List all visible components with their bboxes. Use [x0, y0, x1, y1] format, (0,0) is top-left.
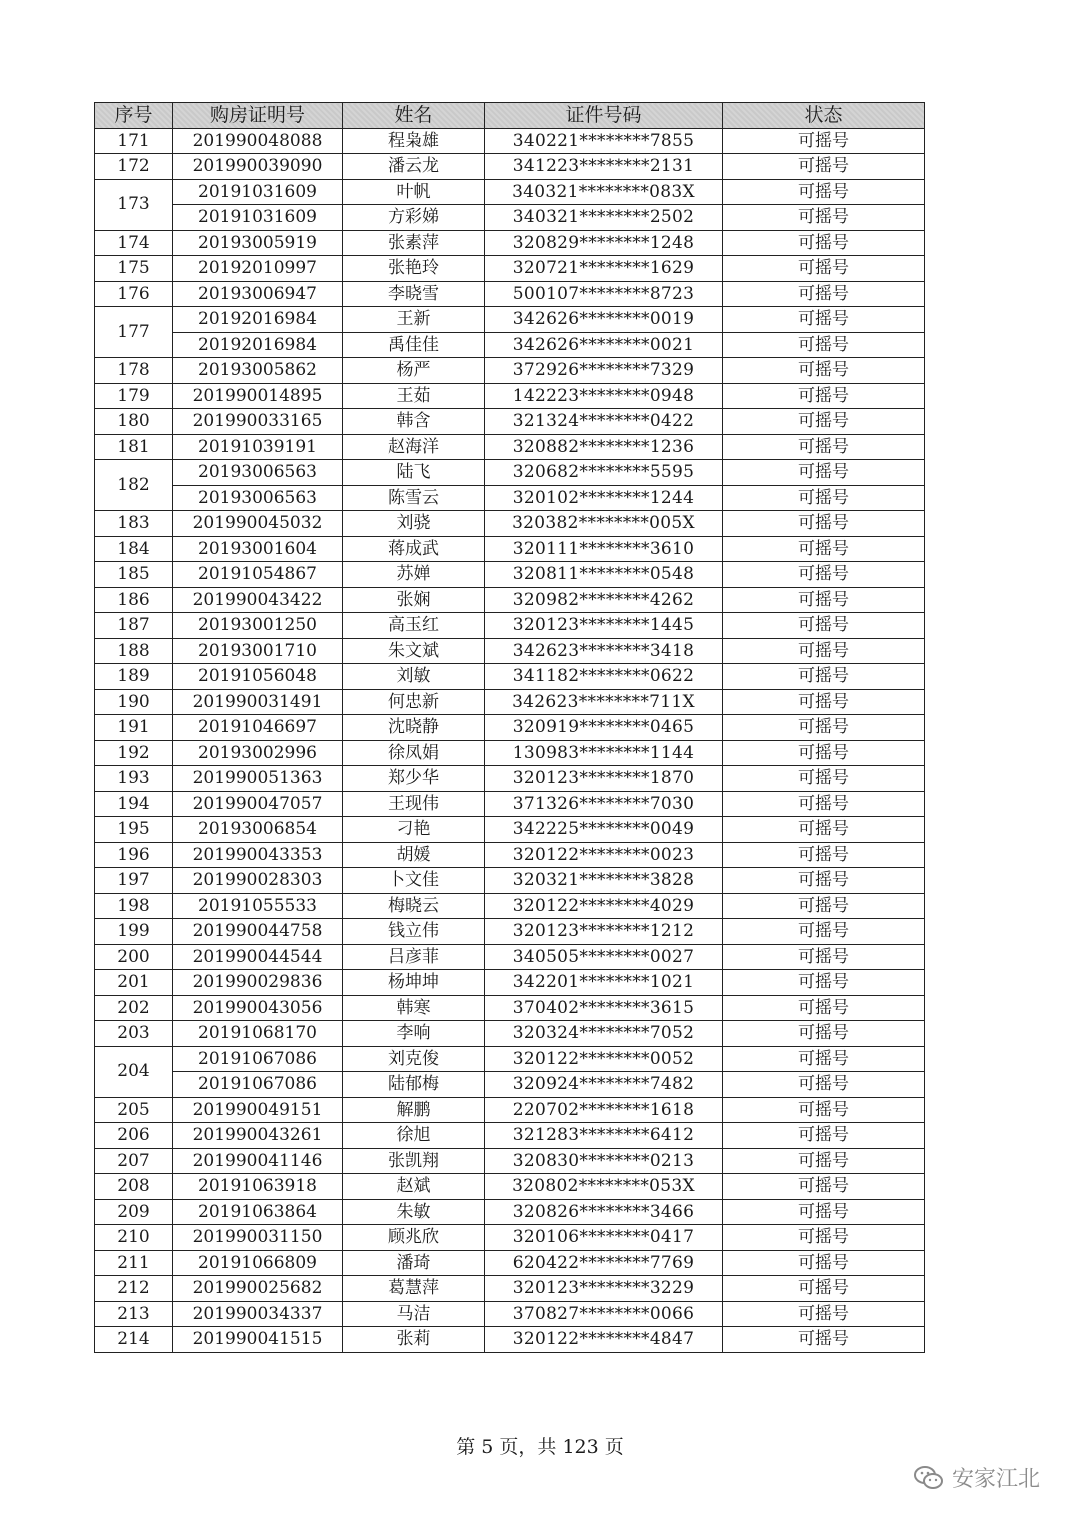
cell-name: 禹佳佳: [343, 332, 485, 358]
cell-status: 可摇号: [723, 944, 925, 970]
cell-id-number: 320123********1445: [485, 613, 723, 639]
cell-cert-number: 20193001710: [173, 638, 343, 664]
cell-cert-number: 201990033165: [173, 409, 343, 435]
table-row: [95, 434, 925, 460]
cell-cert-number: 201990045032: [173, 511, 343, 537]
cell-cert-number: 20191055533: [173, 893, 343, 919]
cell-seq: 186: [95, 587, 173, 613]
cell-id-number: 320830********0213: [485, 1148, 723, 1174]
cell-status: 可摇号: [723, 970, 925, 996]
cell-id-number: 320123********1870: [485, 766, 723, 792]
table-row: [95, 1301, 925, 1327]
wechat-icon: [914, 1465, 944, 1491]
cell-cert-number: 20192016984: [173, 332, 343, 358]
cell-seq: 214: [95, 1327, 173, 1353]
cell-cert-number: 201990043056: [173, 995, 343, 1021]
cell-status: 可摇号: [723, 1327, 925, 1353]
cell-status: 可摇号: [723, 638, 925, 664]
cell-cert-number: 201990031491: [173, 689, 343, 715]
cell-name: 朱文斌: [343, 638, 485, 664]
cell-id-number: 370827********0066: [485, 1301, 723, 1327]
cell-name: 张素萍: [343, 230, 485, 256]
cell-cert-number: 20193006947: [173, 281, 343, 307]
cell-seq: 206: [95, 1123, 173, 1149]
cell-id-number: 320811********0548: [485, 562, 723, 588]
page-number: 第 5 页，共 123 页: [456, 1436, 624, 1458]
table-header-row: [95, 103, 925, 129]
cell-id-number: 340505********0027: [485, 944, 723, 970]
cell-name: 赵海洋: [343, 434, 485, 460]
cell-cert-number: 20193005862: [173, 358, 343, 384]
cell-seq: 207: [95, 1148, 173, 1174]
cell-status: 可摇号: [723, 1123, 925, 1149]
cell-status: 可摇号: [723, 1174, 925, 1200]
cell-cert-number: 20191063918: [173, 1174, 343, 1200]
table-row: [95, 1123, 925, 1149]
cell-name: 葛慧萍: [343, 1276, 485, 1302]
cell-seq: 195: [95, 817, 173, 843]
cell-cert-number: 20193006563: [173, 485, 343, 511]
cell-id-number: 320826********3466: [485, 1199, 723, 1225]
cell-seq: 173: [95, 179, 173, 230]
watermark-text: 安家江北: [951, 1467, 1040, 1492]
cell-cert-number: 201990034337: [173, 1301, 343, 1327]
cell-name: 刘克俊: [343, 1046, 485, 1072]
cell-cert-number: 201990039090: [173, 154, 343, 180]
table-row: [95, 791, 925, 817]
cell-cert-number: 201990049151: [173, 1097, 343, 1123]
cell-status: 可摇号: [723, 995, 925, 1021]
cell-status: 可摇号: [723, 791, 925, 817]
cell-cert-number: 20192010997: [173, 256, 343, 282]
cell-status: 可摇号: [723, 460, 925, 486]
cell-id-number: 620422********7769: [485, 1250, 723, 1276]
cell-name: 蒋成武: [343, 536, 485, 562]
cell-id-number: 340321********083X: [485, 179, 723, 205]
cell-name: 郑少华: [343, 766, 485, 792]
cell-seq: 202: [95, 995, 173, 1021]
cell-status: 可摇号: [723, 1276, 925, 1302]
cell-status: 可摇号: [723, 587, 925, 613]
cell-seq: 198: [95, 893, 173, 919]
cell-seq: 200: [95, 944, 173, 970]
cell-id-number: 342225********0049: [485, 817, 723, 843]
cell-name: 张凯翔: [343, 1148, 485, 1174]
cell-cert-number: 201990031150: [173, 1225, 343, 1251]
cell-name: 何忠新: [343, 689, 485, 715]
cell-seq: 205: [95, 1097, 173, 1123]
cell-status: 可摇号: [723, 1199, 925, 1225]
table-row: [95, 230, 925, 256]
cell-status: 可摇号: [723, 256, 925, 282]
cell-seq: 210: [95, 1225, 173, 1251]
cell-seq: 204: [95, 1046, 173, 1097]
cell-id-number: 341223********2131: [485, 154, 723, 180]
cell-cert-number: 201990043261: [173, 1123, 343, 1149]
cell-id-number: 320123********1212: [485, 919, 723, 945]
cell-status: 可摇号: [723, 1021, 925, 1047]
table-row: [95, 740, 925, 766]
cell-status: 可摇号: [723, 179, 925, 205]
header-cert-number: 购房证明号: [173, 103, 343, 129]
cell-seq: 174: [95, 230, 173, 256]
cell-cert-number: 201990047057: [173, 791, 343, 817]
cell-name: 朱敏: [343, 1199, 485, 1225]
cell-status: 可摇号: [723, 1148, 925, 1174]
cell-cert-number: 20191039191: [173, 434, 343, 460]
cell-cert-number: 201990028303: [173, 868, 343, 894]
table-body: [95, 128, 925, 1352]
cell-status: 可摇号: [723, 715, 925, 741]
cell-seq: 185: [95, 562, 173, 588]
table-row: [95, 460, 925, 486]
cell-cert-number: 20191067086: [173, 1072, 343, 1098]
cell-status: 可摇号: [723, 1301, 925, 1327]
cell-id-number: 320324********7052: [485, 1021, 723, 1047]
cell-id-number: 320982********4262: [485, 587, 723, 613]
cell-name: 徐凤娟: [343, 740, 485, 766]
cell-seq: 179: [95, 383, 173, 409]
cell-cert-number: 20193005919: [173, 230, 343, 256]
cell-id-number: 370402********3615: [485, 995, 723, 1021]
cell-id-number: 342201********1021: [485, 970, 723, 996]
cell-status: 可摇号: [723, 307, 925, 333]
cell-id-number: 342626********0019: [485, 307, 723, 333]
table-row: [95, 1276, 925, 1302]
cell-seq: 184: [95, 536, 173, 562]
table-row: [95, 970, 925, 996]
table-row: [95, 485, 925, 511]
cell-id-number: 320919********0465: [485, 715, 723, 741]
cell-name: 陆飞: [343, 460, 485, 486]
cell-id-number: 130983********1144: [485, 740, 723, 766]
table-row: [95, 332, 925, 358]
cell-cert-number: 20193001250: [173, 613, 343, 639]
cell-seq: 197: [95, 868, 173, 894]
cell-status: 可摇号: [723, 154, 925, 180]
cell-id-number: 320682********5595: [485, 460, 723, 486]
table-row: [95, 715, 925, 741]
cell-status: 可摇号: [723, 1250, 925, 1276]
cell-status: 可摇号: [723, 868, 925, 894]
cell-name: 杨严: [343, 358, 485, 384]
table-row: [95, 562, 925, 588]
cell-id-number: 341182********0622: [485, 664, 723, 690]
cell-seq: 190: [95, 689, 173, 715]
cell-status: 可摇号: [723, 358, 925, 384]
table-row: [95, 281, 925, 307]
cell-cert-number: 201990044758: [173, 919, 343, 945]
cell-name: 吕彦菲: [343, 944, 485, 970]
cell-status: 可摇号: [723, 613, 925, 639]
cell-seq: 183: [95, 511, 173, 537]
cell-name: 徐旭: [343, 1123, 485, 1149]
cell-id-number: 142223********0948: [485, 383, 723, 409]
table-row: [95, 128, 925, 154]
table-row: [95, 1250, 925, 1276]
table-row: [95, 587, 925, 613]
cell-name: 钱立伟: [343, 919, 485, 945]
cell-id-number: 320122********4847: [485, 1327, 723, 1353]
cell-name: 刁艳: [343, 817, 485, 843]
cell-name: 刘骁: [343, 511, 485, 537]
cell-cert-number: 201990041146: [173, 1148, 343, 1174]
table-row: [95, 1327, 925, 1353]
cell-name: 潘琦: [343, 1250, 485, 1276]
cell-status: 可摇号: [723, 434, 925, 460]
table-row: [95, 944, 925, 970]
cell-cert-number: 20191056048: [173, 664, 343, 690]
cell-id-number: 320802********053X: [485, 1174, 723, 1200]
cell-seq: 182: [95, 460, 173, 511]
cell-name: 方彩娣: [343, 205, 485, 231]
cell-cert-number: 201990051363: [173, 766, 343, 792]
cell-seq: 171: [95, 128, 173, 154]
cell-name: 赵斌: [343, 1174, 485, 1200]
cell-id-number: 342623********3418: [485, 638, 723, 664]
cell-seq: 180: [95, 409, 173, 435]
cell-seq: 187: [95, 613, 173, 639]
cell-id-number: 320122********0023: [485, 842, 723, 868]
cell-cert-number: 20191031609: [173, 179, 343, 205]
cell-id-number: 342626********0021: [485, 332, 723, 358]
cell-name: 苏婵: [343, 562, 485, 588]
cell-status: 可摇号: [723, 485, 925, 511]
cell-seq: 181: [95, 434, 173, 460]
table-row: [95, 1148, 925, 1174]
table-row: [95, 664, 925, 690]
cell-id-number: 320122********4029: [485, 893, 723, 919]
table-row: [95, 1021, 925, 1047]
header-seq: 序号: [95, 103, 173, 129]
table-row: [95, 1174, 925, 1200]
cell-name: 马洁: [343, 1301, 485, 1327]
cell-cert-number: 20193001604: [173, 536, 343, 562]
cell-name: 高玉红: [343, 613, 485, 639]
cell-name: 解鹏: [343, 1097, 485, 1123]
cell-seq: 212: [95, 1276, 173, 1302]
cell-seq: 188: [95, 638, 173, 664]
table-row: [95, 638, 925, 664]
cell-id-number: 220702********1618: [485, 1097, 723, 1123]
cell-name: 顾兆欣: [343, 1225, 485, 1251]
cell-status: 可摇号: [723, 689, 925, 715]
cell-status: 可摇号: [723, 1072, 925, 1098]
table-row: [95, 842, 925, 868]
cell-cert-number: 20191068170: [173, 1021, 343, 1047]
cell-seq: 196: [95, 842, 173, 868]
cell-seq: 194: [95, 791, 173, 817]
table-row: [95, 613, 925, 639]
cell-cert-number: 20191067086: [173, 1046, 343, 1072]
cell-seq: 199: [95, 919, 173, 945]
cell-seq: 211: [95, 1250, 173, 1276]
cell-name: 叶帆: [343, 179, 485, 205]
cell-status: 可摇号: [723, 536, 925, 562]
table-row: [95, 919, 925, 945]
cell-cert-number: 20191066809: [173, 1250, 343, 1276]
cell-id-number: 321324********0422: [485, 409, 723, 435]
table-row: [95, 307, 925, 333]
cell-id-number: 320111********3610: [485, 536, 723, 562]
table-row: [95, 205, 925, 231]
cell-status: 可摇号: [723, 383, 925, 409]
header-id-number: 证件号码: [485, 103, 723, 129]
cell-cert-number: 201990044544: [173, 944, 343, 970]
cell-name: 张娴: [343, 587, 485, 613]
cell-status: 可摇号: [723, 409, 925, 435]
cell-seq: 203: [95, 1021, 173, 1047]
cell-id-number: 320123********3229: [485, 1276, 723, 1302]
table-row: [95, 179, 925, 205]
cell-seq: 178: [95, 358, 173, 384]
cell-name: 梅晓云: [343, 893, 485, 919]
cell-status: 可摇号: [723, 1046, 925, 1072]
table-row: [95, 358, 925, 384]
cell-id-number: 342623********711X: [485, 689, 723, 715]
header-status: 状态: [723, 103, 925, 129]
cell-cert-number: 201990043353: [173, 842, 343, 868]
cell-id-number: 320882********1236: [485, 434, 723, 460]
cell-status: 可摇号: [723, 766, 925, 792]
cell-cert-number: 201990029836: [173, 970, 343, 996]
cell-cert-number: 20191031609: [173, 205, 343, 231]
cell-id-number: 340321********2502: [485, 205, 723, 231]
cell-id-number: 371326********7030: [485, 791, 723, 817]
cell-seq: 176: [95, 281, 173, 307]
table-row: [95, 536, 925, 562]
cell-seq: 175: [95, 256, 173, 282]
table-row: [95, 868, 925, 894]
cell-status: 可摇号: [723, 740, 925, 766]
table-row: [95, 383, 925, 409]
table-row: [95, 1046, 925, 1072]
watermark: [914, 1462, 1040, 1493]
cell-status: 可摇号: [723, 1225, 925, 1251]
cell-seq: 213: [95, 1301, 173, 1327]
cell-cert-number: 20193006854: [173, 817, 343, 843]
cell-name: 张艳玲: [343, 256, 485, 282]
cell-name: 张莉: [343, 1327, 485, 1353]
cell-status: 可摇号: [723, 562, 925, 588]
cell-name: 陆郁梅: [343, 1072, 485, 1098]
cell-status: 可摇号: [723, 893, 925, 919]
cell-id-number: 320122********0052: [485, 1046, 723, 1072]
table-row: [95, 409, 925, 435]
cell-name: 李响: [343, 1021, 485, 1047]
cell-cert-number: 201990025682: [173, 1276, 343, 1302]
cell-status: 可摇号: [723, 919, 925, 945]
cell-id-number: 320721********1629: [485, 256, 723, 282]
cell-id-number: 372926********7329: [485, 358, 723, 384]
table-row: [95, 256, 925, 282]
cell-status: 可摇号: [723, 1097, 925, 1123]
cell-id-number: 320829********1248: [485, 230, 723, 256]
cell-seq: 172: [95, 154, 173, 180]
cell-cert-number: 20193002996: [173, 740, 343, 766]
table-row: [95, 1072, 925, 1098]
cell-seq: 201: [95, 970, 173, 996]
cell-seq: 193: [95, 766, 173, 792]
header-name: 姓名: [343, 103, 485, 129]
cell-name: 王新: [343, 307, 485, 333]
table-row: [95, 689, 925, 715]
cell-status: 可摇号: [723, 817, 925, 843]
cell-id-number: 340221********7855: [485, 128, 723, 154]
table-row: [95, 817, 925, 843]
cell-cert-number: 20191054867: [173, 562, 343, 588]
table-row: [95, 995, 925, 1021]
applicant-table: [94, 102, 925, 1353]
cell-id-number: 320382********005X: [485, 511, 723, 537]
cell-id-number: 500107********8723: [485, 281, 723, 307]
cell-status: 可摇号: [723, 842, 925, 868]
table-row: [95, 893, 925, 919]
cell-cert-number: 20191063864: [173, 1199, 343, 1225]
cell-id-number: 320106********0417: [485, 1225, 723, 1251]
cell-id-number: 320924********7482: [485, 1072, 723, 1098]
cell-status: 可摇号: [723, 230, 925, 256]
cell-name: 陈雪云: [343, 485, 485, 511]
cell-seq: 209: [95, 1199, 173, 1225]
cell-cert-number: 201990041515: [173, 1327, 343, 1353]
cell-status: 可摇号: [723, 332, 925, 358]
cell-name: 胡媛: [343, 842, 485, 868]
cell-name: 潘云龙: [343, 154, 485, 180]
cell-name: 刘敏: [343, 664, 485, 690]
cell-name: 程枭雄: [343, 128, 485, 154]
cell-name: 沈晓静: [343, 715, 485, 741]
cell-cert-number: 201990048088: [173, 128, 343, 154]
cell-name: 王现伟: [343, 791, 485, 817]
cell-name: 卜文佳: [343, 868, 485, 894]
table-row: [95, 766, 925, 792]
cell-status: 可摇号: [723, 511, 925, 537]
cell-seq: 191: [95, 715, 173, 741]
cell-name: 杨坤坤: [343, 970, 485, 996]
cell-cert-number: 20192016984: [173, 307, 343, 333]
table-row: [95, 1097, 925, 1123]
table-row: [95, 511, 925, 537]
cell-name: 王茹: [343, 383, 485, 409]
cell-seq: 208: [95, 1174, 173, 1200]
table-row: [95, 154, 925, 180]
table-row: [95, 1225, 925, 1251]
cell-seq: 177: [95, 307, 173, 358]
cell-id-number: 321283********6412: [485, 1123, 723, 1149]
cell-seq: 189: [95, 664, 173, 690]
cell-seq: 192: [95, 740, 173, 766]
cell-id-number: 320102********1244: [485, 485, 723, 511]
cell-status: 可摇号: [723, 664, 925, 690]
cell-cert-number: 20193006563: [173, 460, 343, 486]
cell-status: 可摇号: [723, 205, 925, 231]
cell-id-number: 320321********3828: [485, 868, 723, 894]
table-row: [95, 1199, 925, 1225]
cell-status: 可摇号: [723, 128, 925, 154]
cell-name: 韩寒: [343, 995, 485, 1021]
cell-name: 韩含: [343, 409, 485, 435]
cell-name: 李晓雪: [343, 281, 485, 307]
cell-cert-number: 20191046697: [173, 715, 343, 741]
cell-status: 可摇号: [723, 281, 925, 307]
cell-cert-number: 201990043422: [173, 587, 343, 613]
cell-cert-number: 201990014895: [173, 383, 343, 409]
